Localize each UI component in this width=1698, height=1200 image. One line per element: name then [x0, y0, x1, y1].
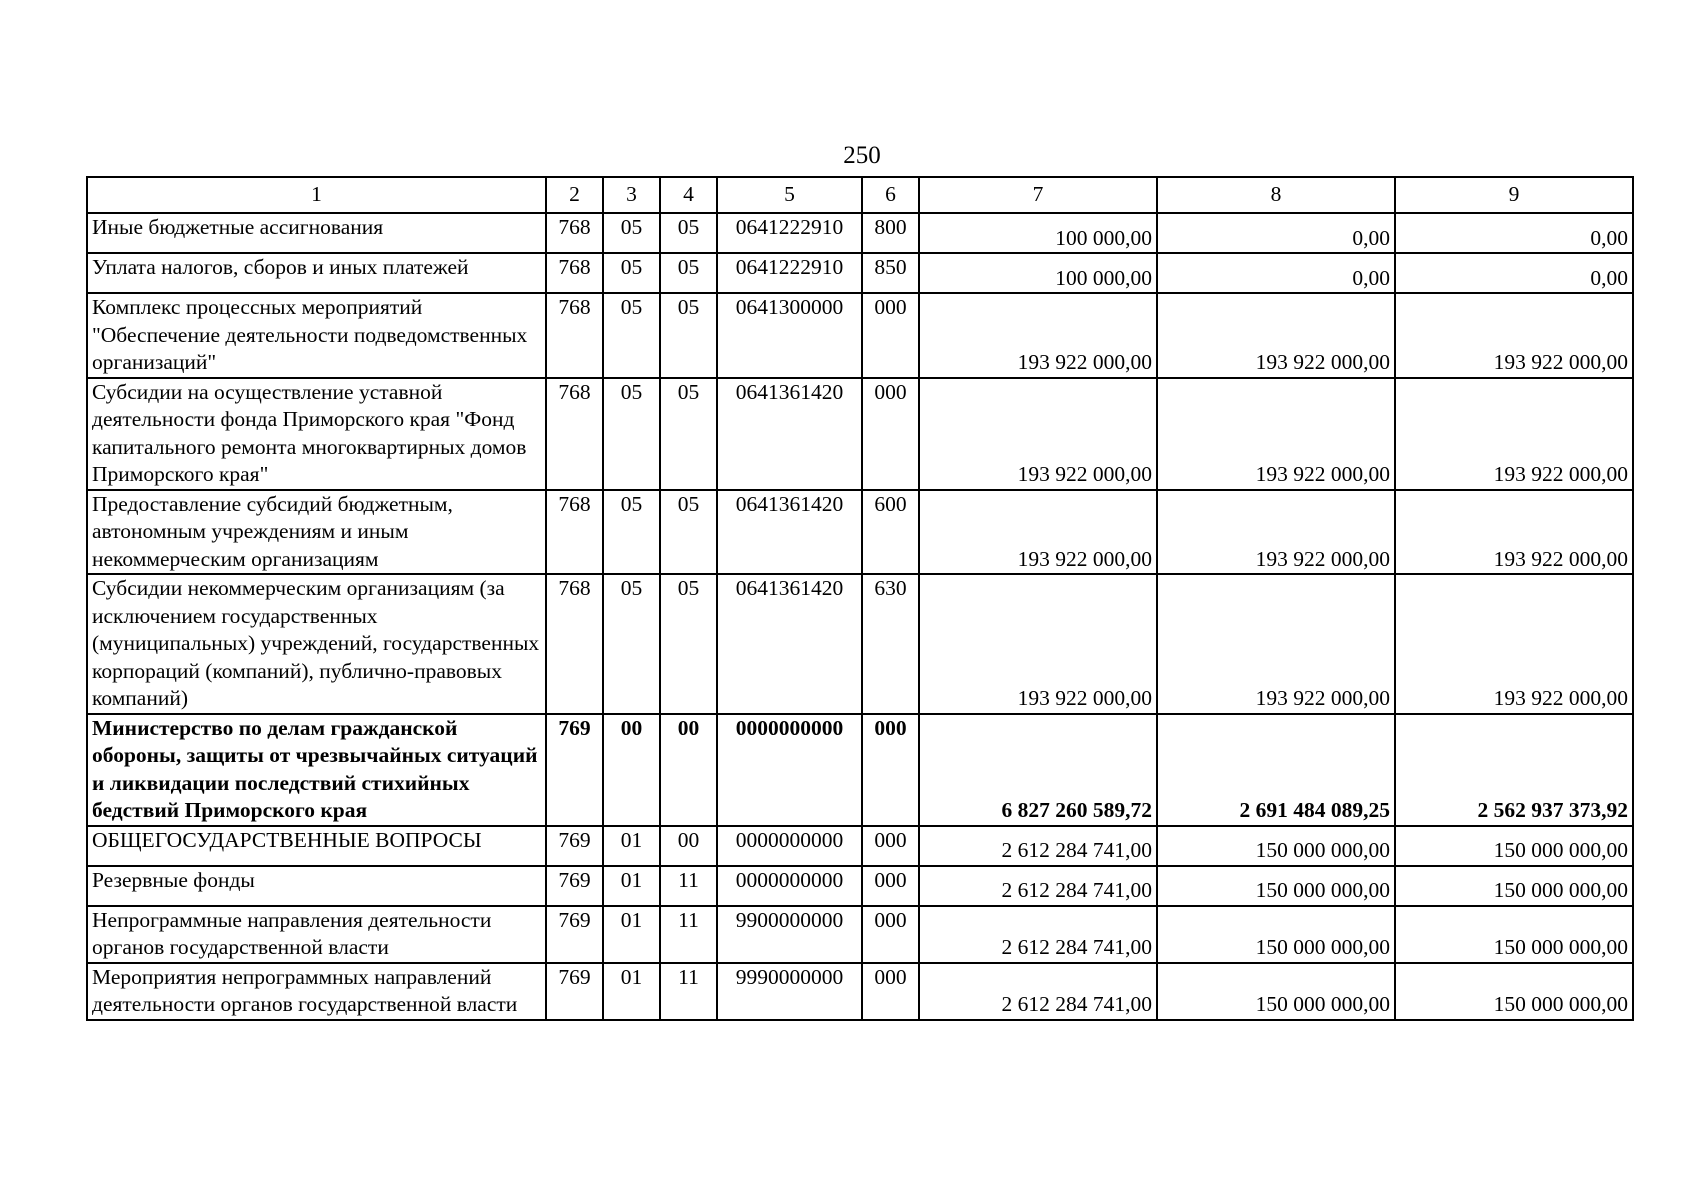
amount-col-9: 0,00 [1395, 253, 1633, 293]
column-header: 5 [717, 177, 862, 213]
target-article-code: 0641361420 [717, 378, 862, 490]
column-header: 8 [1157, 177, 1395, 213]
amount-col-9: 150 000 000,00 [1395, 906, 1633, 963]
section-code: 05 [603, 253, 660, 293]
amount-col-8: 193 922 000,00 [1157, 378, 1395, 490]
target-article-code: 0641300000 [717, 293, 862, 378]
subsection-code: 11 [660, 906, 717, 963]
table-body [87, 213, 1633, 1020]
amount-col-7: 193 922 000,00 [919, 378, 1157, 490]
target-article-code: 0000000000 [717, 866, 862, 906]
subsection-code: 05 [660, 490, 717, 575]
table-row [87, 714, 1633, 826]
column-header: 9 [1395, 177, 1633, 213]
row-name: Уплата налогов, сборов и иных платежей [87, 253, 546, 293]
admin-code: 769 [546, 826, 603, 866]
target-article-code: 0641222910 [717, 253, 862, 293]
table-row [87, 574, 1633, 714]
expense-type-code: 000 [862, 906, 919, 963]
amount-col-8: 150 000 000,00 [1157, 906, 1395, 963]
section-code: 00 [603, 714, 660, 826]
table-row [87, 963, 1633, 1020]
amount-col-9: 193 922 000,00 [1395, 490, 1633, 575]
amount-col-7: 193 922 000,00 [919, 490, 1157, 575]
section-code: 01 [603, 866, 660, 906]
expense-type-code: 850 [862, 253, 919, 293]
amount-col-9: 0,00 [1395, 213, 1633, 253]
column-header: 7 [919, 177, 1157, 213]
row-name: Комплекс процессных мероприятий "Обеспечение деятельности подведомственных организаций" [87, 293, 546, 378]
table-row [87, 826, 1633, 866]
section-code: 05 [603, 574, 660, 714]
column-header: 6 [862, 177, 919, 213]
expense-type-code: 000 [862, 293, 919, 378]
amount-col-8: 193 922 000,00 [1157, 574, 1395, 714]
target-article-code: 0000000000 [717, 826, 862, 866]
column-header: 3 [603, 177, 660, 213]
subsection-code: 11 [660, 963, 717, 1020]
admin-code: 769 [546, 714, 603, 826]
target-article-code: 0641361420 [717, 574, 862, 714]
admin-code: 768 [546, 293, 603, 378]
admin-code: 768 [546, 253, 603, 293]
row-name: Мероприятия непрограммных направлений деятельности органов государственной власти [87, 963, 546, 1020]
amount-col-8: 150 000 000,00 [1157, 826, 1395, 866]
admin-code: 769 [546, 866, 603, 906]
column-header: 1 [87, 177, 546, 213]
budget-table [86, 176, 1634, 1021]
table-row [87, 293, 1633, 378]
admin-code: 768 [546, 490, 603, 575]
amount-col-7: 100 000,00 [919, 213, 1157, 253]
table-row [87, 906, 1633, 963]
amount-col-8: 193 922 000,00 [1157, 293, 1395, 378]
subsection-code: 11 [660, 866, 717, 906]
amount-col-8: 0,00 [1157, 253, 1395, 293]
expense-type-code: 600 [862, 490, 919, 575]
section-code: 05 [603, 213, 660, 253]
amount-col-8: 150 000 000,00 [1157, 866, 1395, 906]
amount-col-7: 2 612 284 741,00 [919, 906, 1157, 963]
amount-col-9: 193 922 000,00 [1395, 378, 1633, 490]
amount-col-9: 150 000 000,00 [1395, 826, 1633, 866]
section-code: 05 [603, 378, 660, 490]
admin-code: 768 [546, 574, 603, 714]
amount-col-7: 100 000,00 [919, 253, 1157, 293]
table-row [87, 378, 1633, 490]
subsection-code: 05 [660, 253, 717, 293]
subsection-code: 00 [660, 714, 717, 826]
row-name: Резервные фонды [87, 866, 546, 906]
amount-col-7: 193 922 000,00 [919, 574, 1157, 714]
target-article-code: 0000000000 [717, 714, 862, 826]
amount-col-7: 2 612 284 741,00 [919, 866, 1157, 906]
amount-col-9: 193 922 000,00 [1395, 293, 1633, 378]
amount-col-9: 150 000 000,00 [1395, 866, 1633, 906]
page-number: 250 [843, 142, 881, 169]
row-name: Министерство по делам гражданской обороны, защиты от чрезвычайных ситуаций и ликвидации последствий стихийных бедствий Приморского края [87, 714, 546, 826]
expense-type-code: 000 [862, 866, 919, 906]
amount-col-7: 2 612 284 741,00 [919, 963, 1157, 1020]
amount-col-7: 193 922 000,00 [919, 293, 1157, 378]
amount-col-8: 2 691 484 089,25 [1157, 714, 1395, 826]
row-name: Субсидии на осуществление уставной деятельности фонда Приморского края "Фонд капитального ремонта многоквартирных домов Приморского края" [87, 378, 546, 490]
amount-col-9: 2 562 937 373,92 [1395, 714, 1633, 826]
amount-col-7: 6 827 260 589,72 [919, 714, 1157, 826]
subsection-code: 05 [660, 378, 717, 490]
table-row [87, 213, 1633, 253]
row-name: Субсидии некоммерческим организациям (за исключением государственных (муниципальных) учреждений, государственных корпораций (компаний), публично-правовых компаний) [87, 574, 546, 714]
table-row [87, 253, 1633, 293]
target-article-code: 0641222910 [717, 213, 862, 253]
admin-code: 769 [546, 963, 603, 1020]
target-article-code: 9990000000 [717, 963, 862, 1020]
column-header: 2 [546, 177, 603, 213]
section-code: 05 [603, 293, 660, 378]
target-article-code: 9900000000 [717, 906, 862, 963]
target-article-code: 0641361420 [717, 490, 862, 575]
section-code: 01 [603, 906, 660, 963]
column-header: 4 [660, 177, 717, 213]
table-row [87, 866, 1633, 906]
subsection-code: 05 [660, 213, 717, 253]
section-code: 01 [603, 826, 660, 866]
row-name: ОБЩЕГОСУДАРСТВЕННЫЕ ВОПРОСЫ [87, 826, 546, 866]
row-name: Иные бюджетные ассигнования [87, 213, 546, 253]
amount-col-8: 0,00 [1157, 213, 1395, 253]
expense-type-code: 000 [862, 378, 919, 490]
expense-type-code: 000 [862, 714, 919, 826]
admin-code: 769 [546, 906, 603, 963]
row-name: Предоставление субсидий бюджетным, автономным учреждениям и иным некоммерческим организациям [87, 490, 546, 575]
section-code: 01 [603, 963, 660, 1020]
expense-type-code: 630 [862, 574, 919, 714]
expense-type-code: 000 [862, 826, 919, 866]
amount-col-7: 2 612 284 741,00 [919, 826, 1157, 866]
section-code: 05 [603, 490, 660, 575]
row-name: Непрограммные направления деятельности органов государственной власти [87, 906, 546, 963]
amount-col-9: 150 000 000,00 [1395, 963, 1633, 1020]
amount-col-9: 193 922 000,00 [1395, 574, 1633, 714]
subsection-code: 05 [660, 574, 717, 714]
expense-type-code: 000 [862, 963, 919, 1020]
header-row [87, 177, 1633, 213]
expense-type-code: 800 [862, 213, 919, 253]
subsection-code: 00 [660, 826, 717, 866]
admin-code: 768 [546, 213, 603, 253]
admin-code: 768 [546, 378, 603, 490]
amount-col-8: 193 922 000,00 [1157, 490, 1395, 575]
table-row [87, 490, 1633, 575]
amount-col-8: 150 000 000,00 [1157, 963, 1395, 1020]
subsection-code: 05 [660, 293, 717, 378]
